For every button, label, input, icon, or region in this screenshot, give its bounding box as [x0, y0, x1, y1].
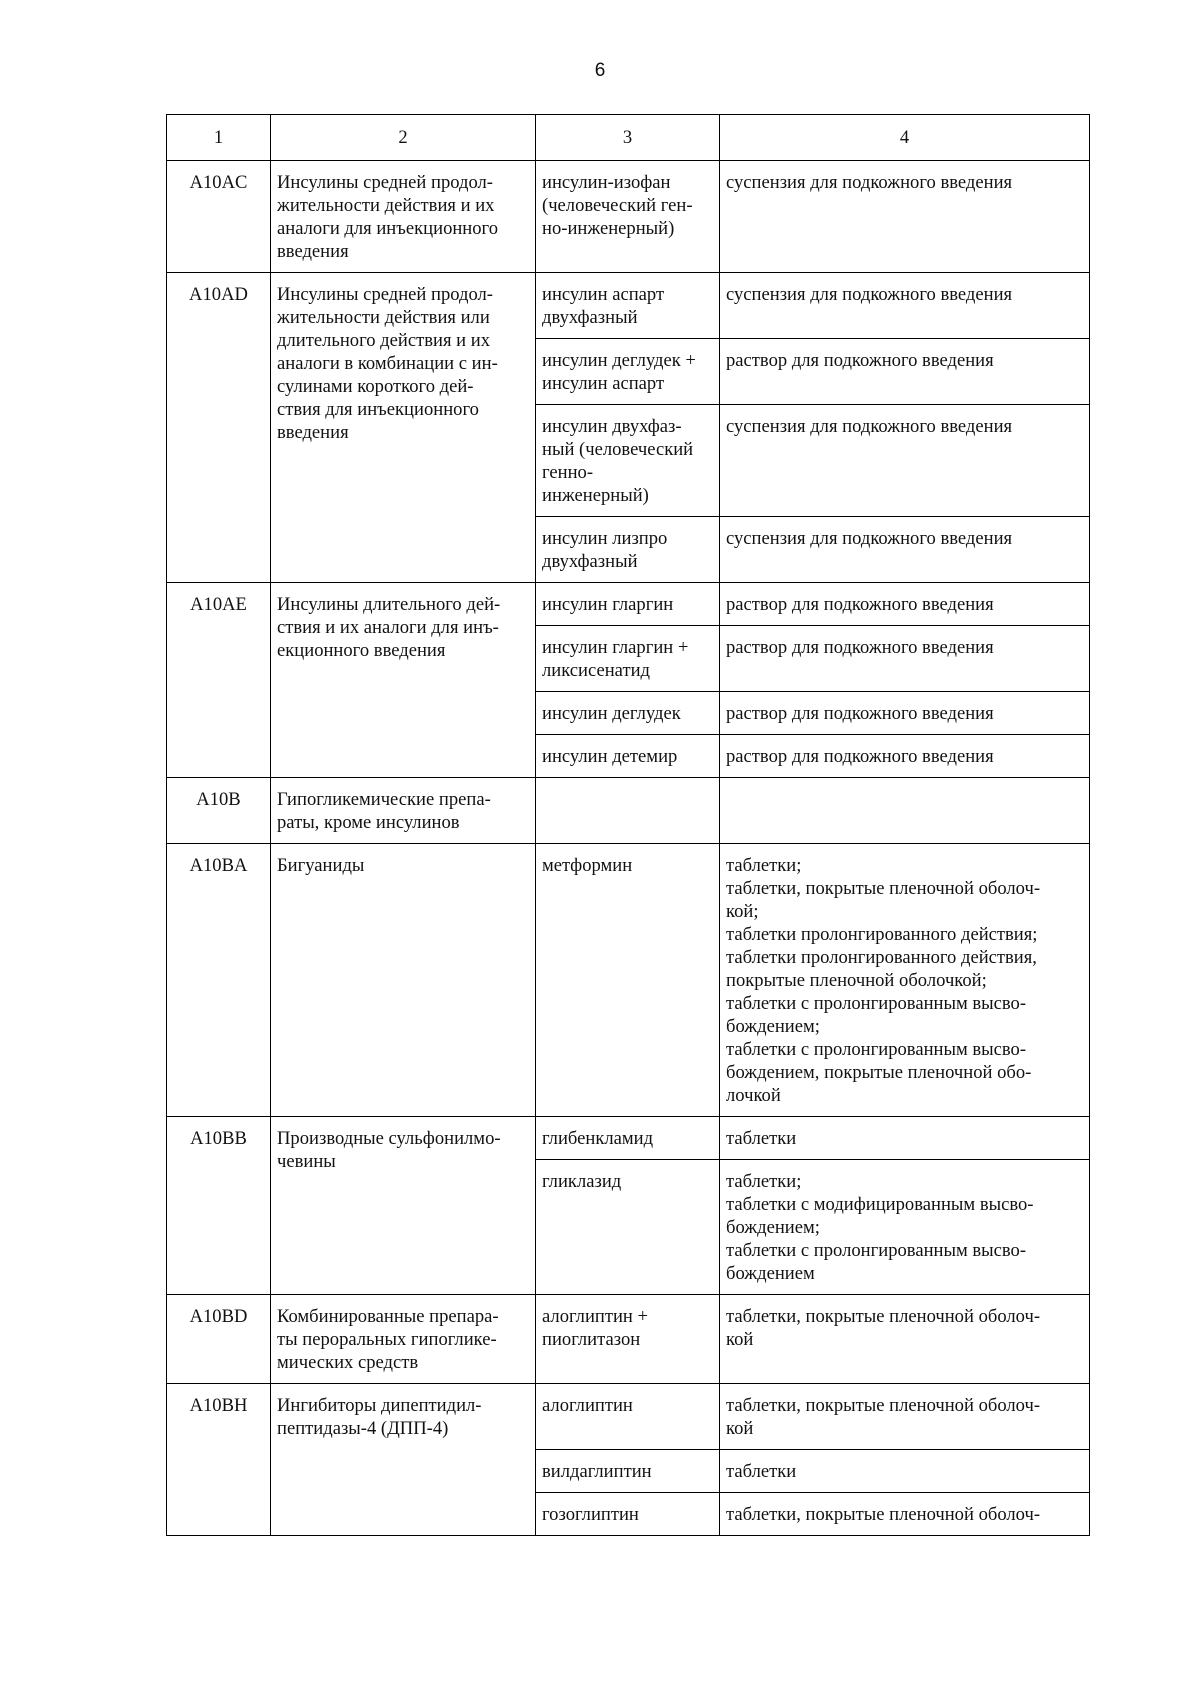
atc-code-cell: A10BH [167, 1384, 271, 1536]
atc-code-cell: A10BD [167, 1295, 271, 1384]
table-row [167, 161, 1090, 273]
column-header: 3 [536, 115, 720, 161]
dosage-form-cell: таблетки; таблетки, покрытые пленочной оболоч- кой; таблетки пролонгированного действия; таблетки пролонгированного действия, покрытые пленочной оболочкой; таблетки с пролонгированным высво- бождением; таблетки с пролонгированным высво- бождением, покрытые пленочной обо- лочкой [720, 844, 1090, 1117]
table-row [167, 583, 1090, 626]
group-name-cell: Ингибиторы дипептидил- пептидазы-4 (ДПП-4) [271, 1384, 536, 1536]
page-number: 6 [594, 60, 606, 81]
group-name-cell: Производные сульфонилмо- чевины [271, 1117, 536, 1295]
drug-name-cell: инсулин аспарт двухфазный [536, 273, 720, 339]
drug-name-cell: глибенкламид [536, 1117, 720, 1160]
drug-name-cell: гликлазид [536, 1160, 720, 1295]
dosage-form-cell: раствор для подкожного введения [720, 626, 1090, 692]
drug-name-cell: инсулин двухфаз- ный (человеческий генно- инженерный) [536, 405, 720, 517]
group-name-cell: Комбинированные препара- ты пероральных гипоглике- мических средств [271, 1295, 536, 1384]
table-row [167, 273, 1090, 339]
table-header-row [167, 115, 1090, 161]
drug-name-cell: инсулин-изофан (человеческий ген- но-инженерный) [536, 161, 720, 273]
group-name-cell: Инсулины длительного дей- ствия и их аналоги для инъ- екционного введения [271, 583, 536, 778]
dosage-form-cell: таблетки, покрытые пленочной оболоч- [720, 1493, 1090, 1536]
group-name-cell: Бигуаниды [271, 844, 536, 1117]
column-header: 4 [720, 115, 1090, 161]
dosage-form-cell: суспензия для подкожного введения [720, 273, 1090, 339]
atc-code-cell: A10BA [167, 844, 271, 1117]
drug-name-cell: инсулин гларгин + ликсисенатид [536, 626, 720, 692]
dosage-form-cell: таблетки [720, 1117, 1090, 1160]
drug-name-cell: алоглиптин [536, 1384, 720, 1450]
drug-name-cell: алоглиптин + пиоглитазон [536, 1295, 720, 1384]
atc-code-cell: A10AE [167, 583, 271, 778]
atc-code-cell: A10BB [167, 1117, 271, 1295]
dosage-form-cell: суспензия для подкожного введения [720, 405, 1090, 517]
dosage-form-cell: таблетки; таблетки с модифицированным высво- бождением; таблетки с пролонгированным высво- бождением [720, 1160, 1090, 1295]
drug-name-cell: гозоглиптин [536, 1493, 720, 1536]
table-row [167, 844, 1090, 1117]
drug-name-cell: инсулин детемир [536, 735, 720, 778]
atc-code-cell: A10AC [167, 161, 271, 273]
dosage-form-cell: раствор для подкожного введения [720, 692, 1090, 735]
column-header: 2 [271, 115, 536, 161]
atc-code-cell: A10B [167, 778, 271, 844]
drug-name-cell: инсулин гларгин [536, 583, 720, 626]
dosage-form-cell: суспензия для подкожного введения [720, 517, 1090, 583]
group-name-cell: Гипогликемические препа- раты, кроме инсулинов [271, 778, 536, 844]
group-name-cell: Инсулины средней продол- жительности действия или длительного действия и их аналоги в комбинации с ин- сулинами короткого дей- ствия для инъекционного введения [271, 273, 536, 583]
dosage-form-cell: таблетки [720, 1450, 1090, 1493]
atc-code-cell: A10AD [167, 273, 271, 583]
column-header: 1 [167, 115, 271, 161]
dosage-form-cell: таблетки, покрытые пленочной оболоч- кой [720, 1384, 1090, 1450]
drug-name-cell: вилдаглиптин [536, 1450, 720, 1493]
dosage-form-cell: раствор для подкожного введения [720, 339, 1090, 405]
dosage-form-cell: таблетки, покрытые пленочной оболоч- кой [720, 1295, 1090, 1384]
table-row [167, 1117, 1090, 1160]
table-row [167, 1295, 1090, 1384]
table-row [167, 1384, 1090, 1450]
dosage-form-cell: суспензия для подкожного введения [720, 161, 1090, 273]
drug-name-cell: инсулин деглудек + инсулин аспарт [536, 339, 720, 405]
dosage-form-cell [720, 778, 1090, 844]
drug-name-cell: инсулин деглудек [536, 692, 720, 735]
dosage-form-cell: раствор для подкожного введения [720, 583, 1090, 626]
drug-name-cell: метформин [536, 844, 720, 1117]
table-row [167, 778, 1090, 844]
drug-name-cell: инсулин лизпро двухфазный [536, 517, 720, 583]
dosage-form-cell: раствор для подкожного введения [720, 735, 1090, 778]
drug-table [166, 114, 1090, 1536]
group-name-cell: Инсулины средней продол- жительности действия и их аналоги для инъекционного введения [271, 161, 536, 273]
drug-name-cell [536, 778, 720, 844]
